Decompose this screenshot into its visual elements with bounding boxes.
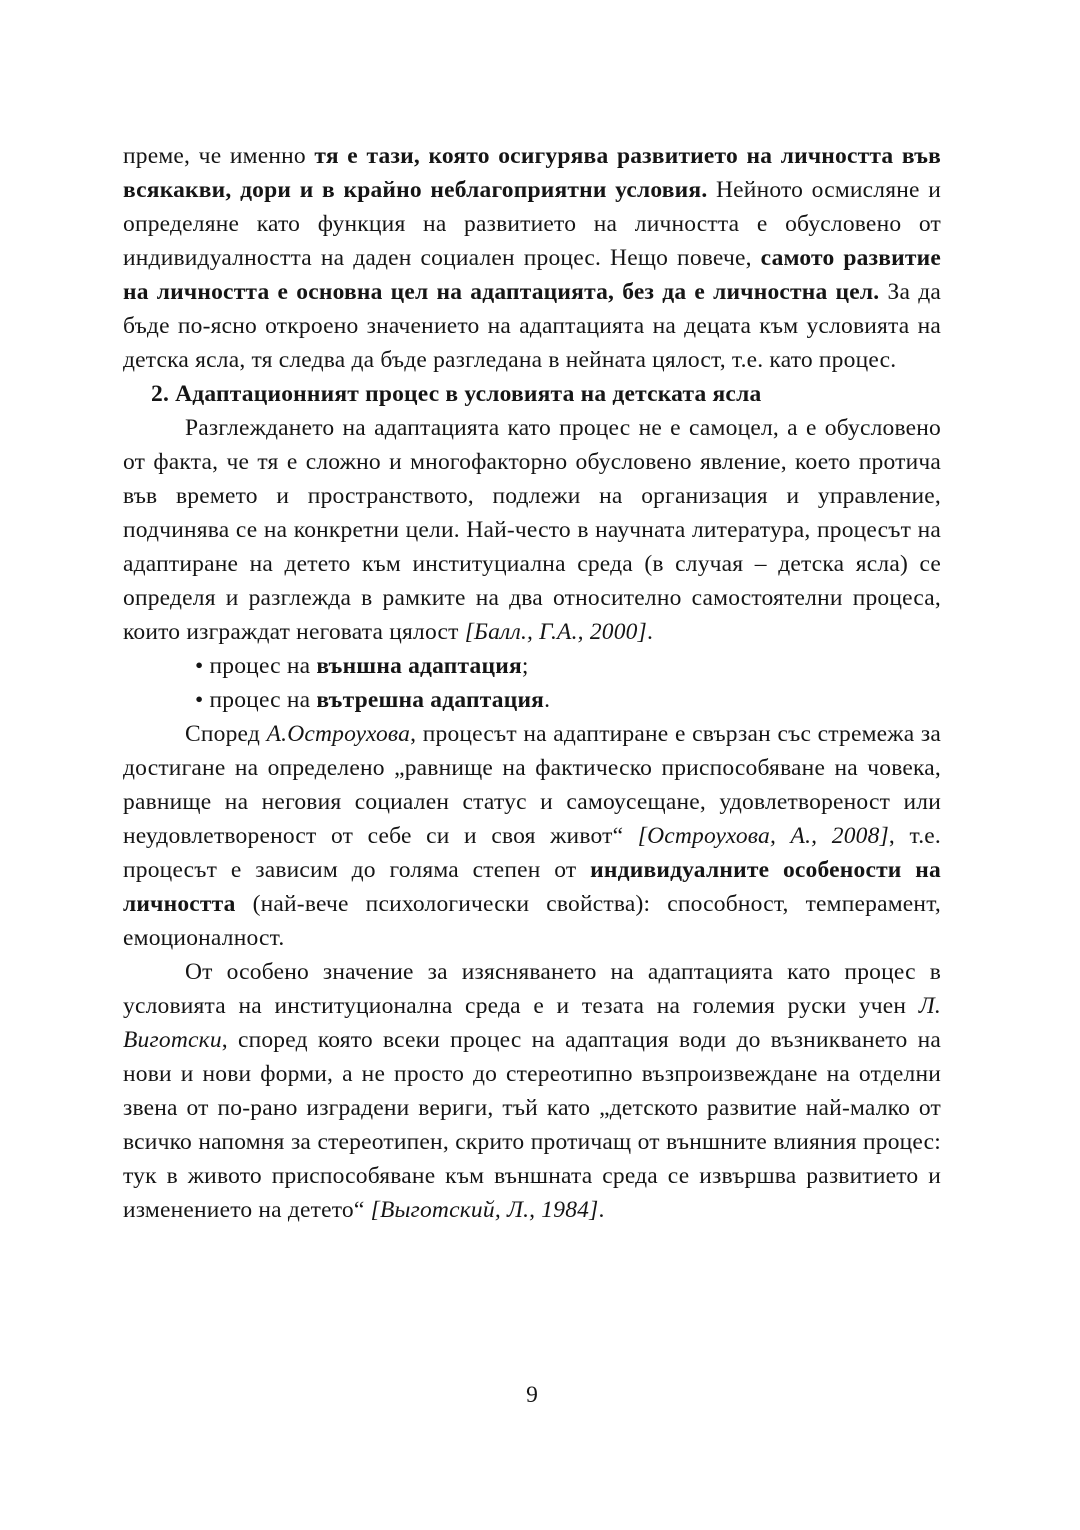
bold-text-run: вътрешна адаптация xyxy=(316,687,545,713)
bold-text-run: индивидуалните особености на личността xyxy=(123,857,941,917)
text-run: Нейното осмисляне и определяне като функция на развитието на личността е обусловено от индивидуалността на даден социален процес. Нещо повече, xyxy=(123,177,941,271)
page-number: 9 xyxy=(526,1382,538,1408)
section-heading xyxy=(123,377,941,411)
text-run: • процес на xyxy=(195,653,317,679)
paragraph xyxy=(123,139,941,377)
paragraph xyxy=(123,955,941,1227)
bullet-item xyxy=(123,683,941,717)
text-run: , процесът на адаптиране е свързан със стремежа за достигане на определено „равнище на фактическо приспособяване на човека, равнище на неговия социален статус и самоусещане, удовлетвореност или неудовлетвореност от себе си и своя живот“ xyxy=(123,721,941,849)
bullet-item xyxy=(123,649,941,683)
text-run: Според xyxy=(185,721,267,747)
italic-text-run: Л. Виготски xyxy=(123,993,941,1053)
text-run: . xyxy=(544,687,551,713)
text-run: , т.е. процесът е зависим до голяма степен от xyxy=(123,823,941,883)
bold-text-run: външна адаптация xyxy=(316,653,522,679)
text-run: • процес на xyxy=(195,687,317,713)
italic-text-run: [Остроухова, А., 2008] xyxy=(637,823,889,849)
bold-text-run: 2. Адаптационният процес в условията на детската ясла xyxy=(151,381,762,407)
text-run: . xyxy=(646,619,654,645)
paragraph xyxy=(123,717,941,955)
text-run: преме, че именно xyxy=(123,143,315,169)
text-run: От особено значение за изясняването на адаптацията като процес в условията на институционална среда е и тезата на големия руски учен xyxy=(123,959,941,1019)
italic-text-run: [Балл., Г.А., 2000] xyxy=(464,619,647,645)
paragraph xyxy=(123,411,941,649)
text-run: , според която всеки процес на адаптация води до възникването на нови и нови форми, а не просто до стереотипно възпроизвеждане на отделни звена от по-рано изградени вериги, тъй като „детското развитие най-малко от всичко напомня за стереотипен, скрито протичащ от външните влияния процес: тук в живото приспособяване към външната среда се извършва развитието и изменението на детето“ xyxy=(123,1027,941,1223)
italic-text-run: А.Остроухова xyxy=(266,721,411,747)
text-run: Разглеждането на адаптацията като процес не е самоцел, а е обусловено от факта, че тя е сложно и многофакторно обусловено явление, което протича във времето и пространството, подлежи на организация и управление, подчинява се на конкретни цели. Най-често в научната литература, процесът на адаптиране на детето към институциална среда (в случая – детска ясла) се определя и разглежда в рамките на два относително самостоятелни процеса, които изграждат неговата цялост xyxy=(123,415,941,645)
text-run: ; xyxy=(521,653,529,679)
text-run: За да бъде по-ясно откроено значението на адаптацията на децата към условията на детска ясла, тя следва да бъде разгледана в нейната цялост, т.е. като процес. xyxy=(123,279,941,373)
bold-text-run: самото развитие на личността е основна цел на адаптацията, без да е личностна цел. xyxy=(123,245,941,305)
italic-text-run: [Выготский, Л., 1984] xyxy=(370,1197,599,1223)
bold-text-run: тя е тази, която осигурява развитието на личността във всякакви, дори и в крайно неблагоприятни условия. xyxy=(123,143,941,203)
page-text xyxy=(123,139,941,1227)
text-run: . xyxy=(598,1197,605,1223)
text-run: (най-вече психологически свойства): способност, темперамент, емоционалност. xyxy=(123,891,941,951)
